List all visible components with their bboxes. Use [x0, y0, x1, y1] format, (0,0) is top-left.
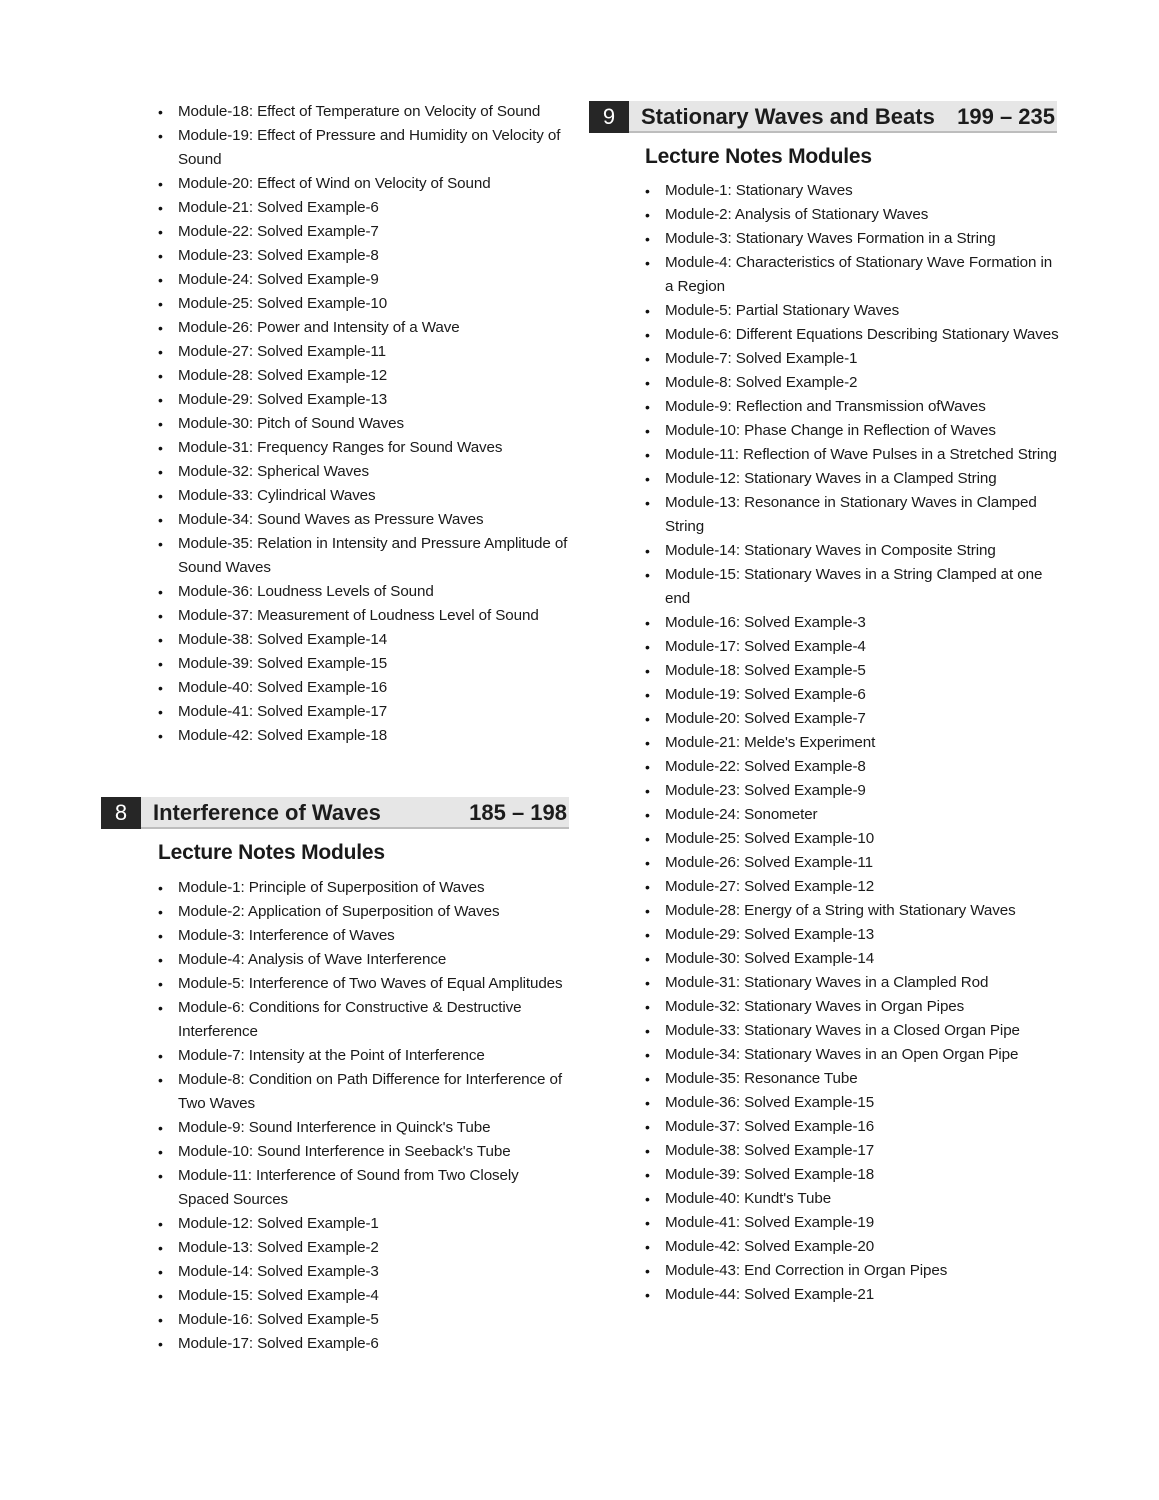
- list-item: • Module-44: Solved Example-21: [645, 1283, 1063, 1307]
- list-item: • Module-28: Energy of a String with Stationary Waves: [645, 899, 1063, 923]
- list-item: • Module-19: Solved Example-6: [645, 683, 1063, 707]
- list-item: • Module-20: Solved Example-7: [645, 707, 1063, 731]
- list-item: • Module-35: Relation in Intensity and Pressure Amplitude of Sound Waves: [158, 532, 573, 580]
- list-item: • Module-30: Pitch of Sound Waves: [158, 412, 573, 436]
- list-item: • Module-43: End Correction in Organ Pipes: [645, 1259, 1063, 1283]
- list-item: • Module-12: Stationary Waves in a Clamped String: [645, 467, 1063, 491]
- list-item: • Module-3: Stationary Waves Formation in a String: [645, 227, 1063, 251]
- chapter-title: Interference of Waves: [153, 800, 381, 825]
- list-item: • Module-41: Solved Example-19: [645, 1211, 1063, 1235]
- module-list-chapter-8: [158, 876, 573, 1356]
- list-item: • Module-34: Sound Waves as Pressure Waves: [158, 508, 573, 532]
- section-title: Lecture Notes Modules: [158, 841, 385, 864]
- list-item: • Module-2: Application of Superposition of Waves: [158, 900, 573, 924]
- list-item: • Module-3: Interference of Waves: [158, 924, 573, 948]
- list-item: • Module-4: Analysis of Wave Interference: [158, 948, 573, 972]
- list-item: • Module-21: Melde's Experiment: [645, 731, 1063, 755]
- section-title: Lecture Notes Modules: [645, 145, 872, 168]
- list-item: • Module-10: Sound Interference in Seeback's Tube: [158, 1140, 573, 1164]
- list-item: • Module-27: Solved Example-12: [645, 875, 1063, 899]
- list-item: • Module-23: Solved Example-8: [158, 244, 573, 268]
- list-item: • Module-23: Solved Example-9: [645, 779, 1063, 803]
- list-item: • Module-25: Solved Example-10: [158, 292, 573, 316]
- list-item: • Module-6: Conditions for Constructive & Destructive Interference: [158, 996, 573, 1044]
- list-item: • Module-16: Solved Example-3: [645, 611, 1063, 635]
- list-item: • Module-4: Characteristics of Stationary Wave Formation in a Region: [645, 251, 1063, 299]
- list-item: • Module-24: Solved Example-9: [158, 268, 573, 292]
- list-item: • Module-29: Solved Example-13: [645, 923, 1063, 947]
- list-item: • Module-21: Solved Example-6: [158, 196, 573, 220]
- list-item: • Module-36: Solved Example-15: [645, 1091, 1063, 1115]
- list-item: • Module-15: Stationary Waves in a String Clamped at one end: [645, 563, 1063, 611]
- list-item: • Module-20: Effect of Wind on Velocity of Sound: [158, 172, 573, 196]
- list-item: • Module-26: Power and Intensity of a Wave: [158, 316, 573, 340]
- list-item: • Module-31: Frequency Ranges for Sound Waves: [158, 436, 573, 460]
- list-item: • Module-26: Solved Example-11: [645, 851, 1063, 875]
- chapter-9-header: [589, 101, 1057, 133]
- list-item: • Module-17: Solved Example-4: [645, 635, 1063, 659]
- list-item: • Module-14: Solved Example-3: [158, 1260, 573, 1284]
- chapter-number: 8: [101, 797, 141, 829]
- list-item: • Module-27: Solved Example-11: [158, 340, 573, 364]
- list-item: • Module-19: Effect of Pressure and Humidity on Velocity of Sound: [158, 124, 573, 172]
- list-item: • Module-17: Solved Example-6: [158, 1332, 573, 1356]
- list-item: • Module-22: Solved Example-8: [645, 755, 1063, 779]
- list-item: • Module-32: Spherical Waves: [158, 460, 573, 484]
- list-item: • Module-18: Effect of Temperature on Velocity of Sound: [158, 100, 573, 124]
- list-item: • Module-25: Solved Example-10: [645, 827, 1063, 851]
- list-item: • Module-28: Solved Example-12: [158, 364, 573, 388]
- list-item: • Module-42: Solved Example-18: [158, 724, 573, 748]
- chapter-number: 9: [589, 101, 629, 133]
- list-item: • Module-42: Solved Example-20: [645, 1235, 1063, 1259]
- module-list-chapter-9: [645, 179, 1063, 1307]
- list-item: • Module-38: Solved Example-17: [645, 1139, 1063, 1163]
- list-item: • Module-39: Solved Example-18: [645, 1163, 1063, 1187]
- chapter-page-range: 199 – 235: [957, 104, 1055, 129]
- list-item: • Module-6: Different Equations Describing Stationary Waves: [645, 323, 1063, 347]
- list-item: • Module-41: Solved Example-17: [158, 700, 573, 724]
- list-item: • Module-40: Solved Example-16: [158, 676, 573, 700]
- list-item: • Module-2: Analysis of Stationary Waves: [645, 203, 1063, 227]
- list-item: • Module-18: Solved Example-5: [645, 659, 1063, 683]
- list-item: • Module-5: Interference of Two Waves of Equal Amplitudes: [158, 972, 573, 996]
- list-item: • Module-5: Partial Stationary Waves: [645, 299, 1063, 323]
- list-item: • Module-38: Solved Example-14: [158, 628, 573, 652]
- module-list-chapter-7-continued: [158, 100, 573, 748]
- list-item: • Module-8: Condition on Path Difference for Interference of Two Waves: [158, 1068, 573, 1116]
- list-item: • Module-11: Reflection of Wave Pulses in a Stretched String: [645, 443, 1063, 467]
- list-item: • Module-14: Stationary Waves in Composite String: [645, 539, 1063, 563]
- list-item: • Module-7: Intensity at the Point of Interference: [158, 1044, 573, 1068]
- list-item: • Module-7: Solved Example-1: [645, 347, 1063, 371]
- list-item: • Module-1: Principle of Superposition of Waves: [158, 876, 573, 900]
- list-item: • Module-10: Phase Change in Reflection of Waves: [645, 419, 1063, 443]
- list-item: • Module-37: Measurement of Loudness Level of Sound: [158, 604, 573, 628]
- list-item: • Module-31: Stationary Waves in a Clampled Rod: [645, 971, 1063, 995]
- list-item: • Module-11: Interference of Sound from Two Closely Spaced Sources: [158, 1164, 573, 1212]
- list-item: • Module-40: Kundt's Tube: [645, 1187, 1063, 1211]
- list-item: • Module-9: Reflection and Transmission ofWaves: [645, 395, 1063, 419]
- list-item: • Module-37: Solved Example-16: [645, 1115, 1063, 1139]
- list-item: • Module-34: Stationary Waves in an Open Organ Pipe: [645, 1043, 1063, 1067]
- chapter-8-header: [101, 797, 569, 829]
- list-item: • Module-29: Solved Example-13: [158, 388, 573, 412]
- list-item: • Module-24: Sonometer: [645, 803, 1063, 827]
- list-item: • Module-22: Solved Example-7: [158, 220, 573, 244]
- list-item: • Module-33: Cylindrical Waves: [158, 484, 573, 508]
- list-item: • Module-13: Solved Example-2: [158, 1236, 573, 1260]
- chapter-title: Stationary Waves and Beats: [641, 104, 935, 129]
- list-item: • Module-32: Stationary Waves in Organ Pipes: [645, 995, 1063, 1019]
- list-item: • Module-1: Stationary Waves: [645, 179, 1063, 203]
- list-item: • Module-35: Resonance Tube: [645, 1067, 1063, 1091]
- list-item: • Module-15: Solved Example-4: [158, 1284, 573, 1308]
- list-item: • Module-33: Stationary Waves in a Closed Organ Pipe: [645, 1019, 1063, 1043]
- list-item: • Module-30: Solved Example-14: [645, 947, 1063, 971]
- list-item: • Module-13: Resonance in Stationary Waves in Clamped String: [645, 491, 1063, 539]
- list-item: • Module-8: Solved Example-2: [645, 371, 1063, 395]
- chapter-page-range: 185 – 198: [469, 800, 567, 825]
- list-item: • Module-9: Sound Interference in Quinck's Tube: [158, 1116, 573, 1140]
- list-item: • Module-12: Solved Example-1: [158, 1212, 573, 1236]
- list-item: • Module-16: Solved Example-5: [158, 1308, 573, 1332]
- list-item: • Module-36: Loudness Levels of Sound: [158, 580, 573, 604]
- list-item: • Module-39: Solved Example-15: [158, 652, 573, 676]
